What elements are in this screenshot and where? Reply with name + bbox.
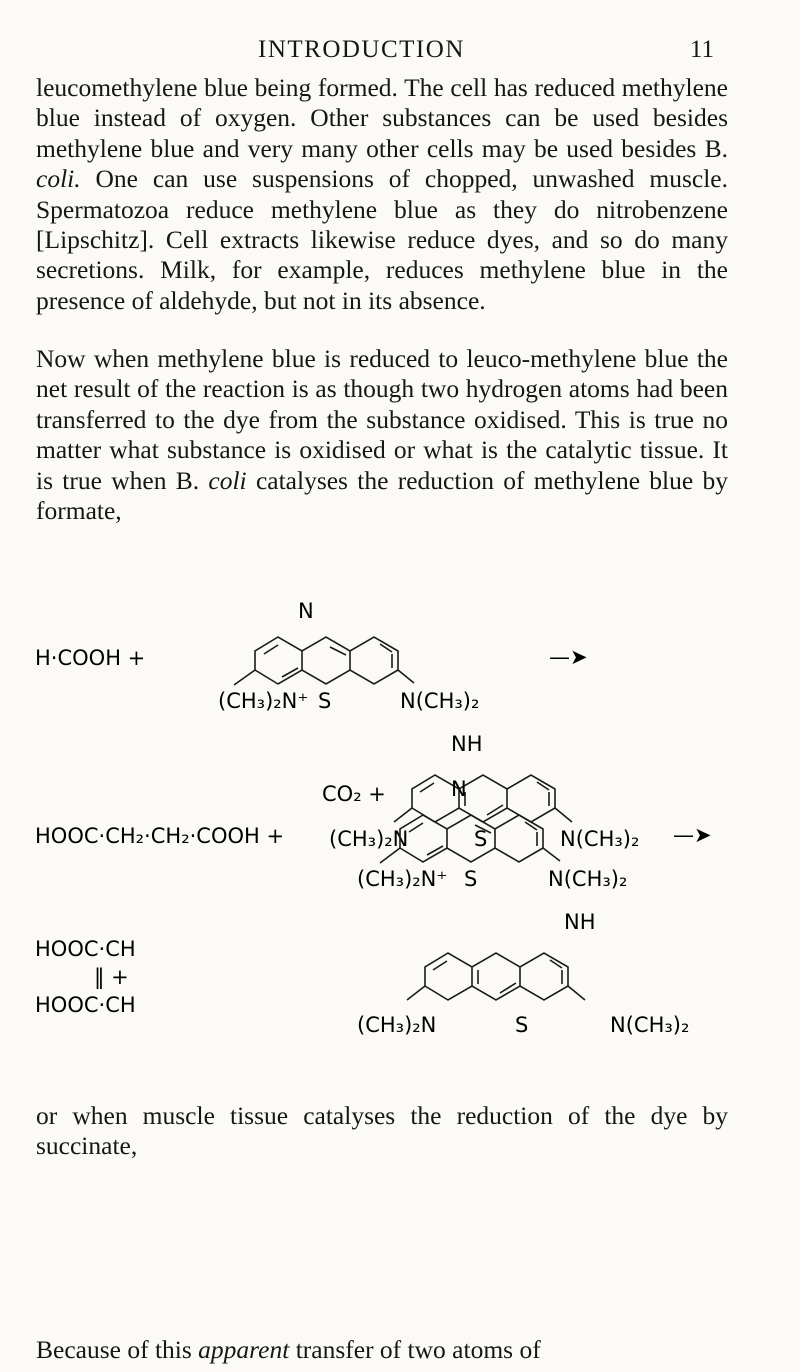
paragraph-2-text-b: catalyses the reduction of methylene blue by formate, <box>36 465 728 526</box>
coli-italic-2: coli <box>208 465 247 495</box>
eq2-product-right: N(CH₃)₂ <box>610 1013 690 1037</box>
eq1-product-nh: NH <box>451 732 483 756</box>
eq1-product-s: S <box>474 827 488 851</box>
eq2-phenothiazinium-ring <box>380 815 560 863</box>
eq1-ring-n: N <box>298 599 314 623</box>
eq2-fumarate-line1: HOOC·CH <box>35 937 136 961</box>
eq2-arrow: —➤ <box>673 823 712 847</box>
eq2-right-group: N(CH₃)₂ <box>548 867 628 891</box>
eq2-leuco-ring <box>407 953 585 1000</box>
coli-italic: coli. <box>36 164 81 194</box>
paragraph-3: or when muscle tissue catalyses the reduction of the dye by succinate, <box>36 1101 728 1161</box>
page-header <box>0 36 800 66</box>
eq1-arrow: —➤ <box>549 645 588 669</box>
eq2-fumarate-line3: HOOC·CH <box>35 993 136 1017</box>
eq1-phenothiazinium-ring <box>234 637 414 685</box>
paragraph-1-text-a: leucomethylene blue being formed. The cell has reduced methylene blue instead of oxygen. Other substances can be used besides methylene blue and very many other cells may be used besides <box>36 73 728 163</box>
paragraph-1 <box>36 73 728 316</box>
eq2-left-group: (CH₃)₂N⁺ <box>357 867 448 891</box>
paragraph-1-text-b: B. <box>704 133 728 163</box>
running-title: INTRODUCTION <box>258 36 465 63</box>
succinate-equation <box>0 1160 800 1340</box>
paragraph-2-text-a: Now when methylene blue is reduced to leuco-methylene blue the net result of the reaction is as though two hydrogen atoms had been transferred to the dye from the substance oxidised. This is true no matter what substance is oxidised or what is the catalytic tissue. It is true when B. <box>36 344 728 495</box>
eq1-product-left: (CH₃)₂N <box>329 827 409 851</box>
eq1-product-right: N(CH₃)₂ <box>560 827 640 851</box>
paragraph-1-text-c: One can use suspensions of chopped, unwashed muscle. Spermatozoa reduce methylene blue as they do nitrobenzene [Lipschitz]. Cell extracts likewise reduce dyes, and so do many secretions. Milk, for example, reduces methylene blue in the presence of aldehyde, but not in its absence. <box>36 164 728 315</box>
eq1-s: S <box>318 689 332 713</box>
paragraph-4 <box>36 1335 728 1365</box>
eq2-product-nh: NH <box>564 910 596 934</box>
eq1-co2: CO₂ + <box>322 782 386 806</box>
paragraph-4-text-b: transfer of two atoms of <box>289 1335 541 1364</box>
page-number: 11 <box>689 36 714 63</box>
eq2-reactant: HOOC·CH₂·CH₂·COOH + <box>35 824 285 848</box>
eq1-left-group: (CH₃)₂N⁺ <box>218 689 309 713</box>
eq1-reactant: H·COOH + <box>35 646 146 670</box>
eq2-fumarate-line2: ‖ + <box>94 965 129 989</box>
eq1-right-group: N(CH₃)₂ <box>400 689 480 713</box>
paragraph-2 <box>36 344 728 526</box>
apparent-italic: apparent <box>198 1335 290 1364</box>
succinate-equation-body <box>0 770 800 1150</box>
eq2-ring-n: N <box>451 777 467 801</box>
eq2-product-left: (CH₃)₂N <box>357 1013 437 1037</box>
paragraph-4-text-a: Because of this <box>36 1335 199 1364</box>
eq2-s: S <box>464 867 478 891</box>
eq2-product-s: S <box>515 1013 529 1037</box>
